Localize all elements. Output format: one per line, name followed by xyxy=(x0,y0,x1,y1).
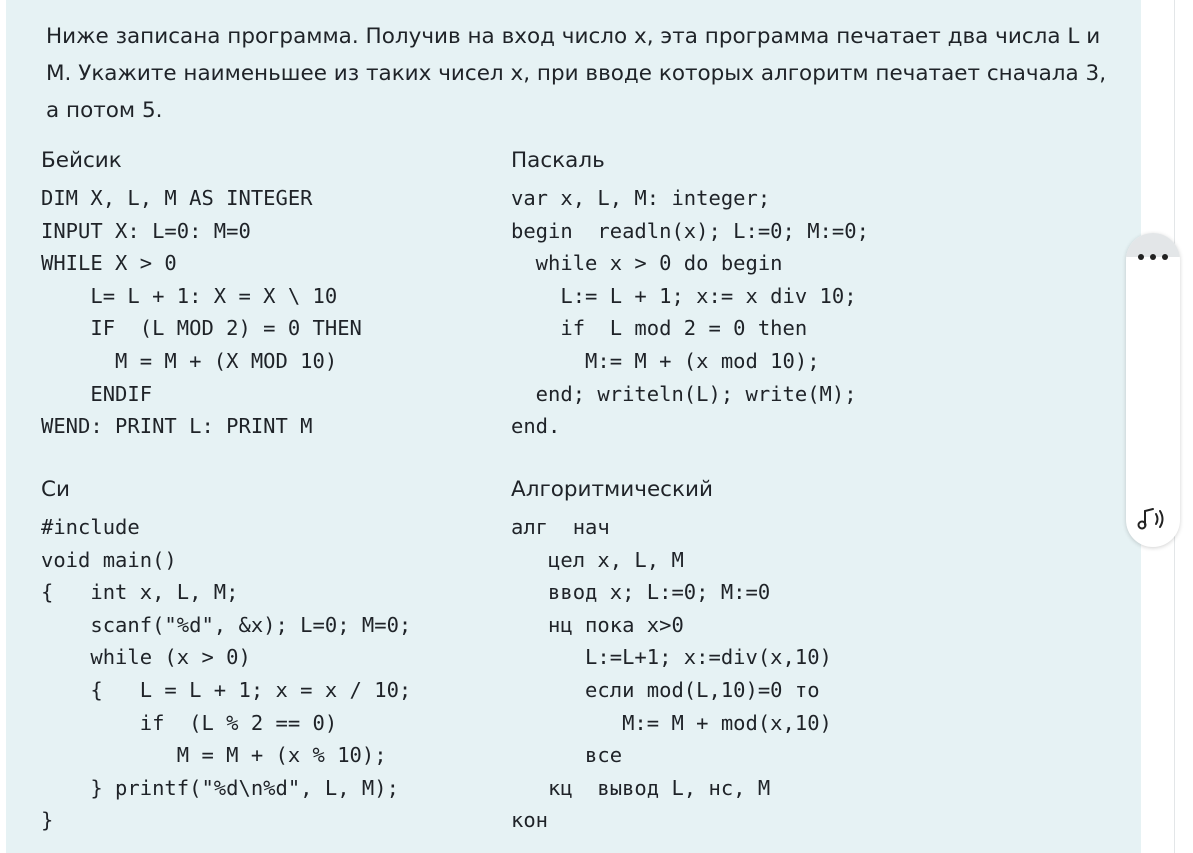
pascal-code xyxy=(511,182,869,443)
problem-card xyxy=(6,0,1141,853)
code-line: var x, L, M: integer; xyxy=(511,186,771,210)
code-line: end; writeln(L); write(M); xyxy=(511,381,857,406)
code-line: M = M + (X MOD 10) xyxy=(41,348,338,373)
code-line: нц пока x>0 xyxy=(511,612,684,637)
code-line: #include xyxy=(41,515,140,539)
code-line: M:= M + mod(x,10) xyxy=(511,710,832,735)
pascal-title: Паскаль xyxy=(511,148,605,173)
algo-title: Алгоритмический xyxy=(511,477,713,502)
code-line: if (L % 2 == 0) xyxy=(41,710,338,735)
code-line: end. xyxy=(511,414,561,439)
basic-title: Бейсик xyxy=(41,148,122,173)
code-line: WHILE X > 0 xyxy=(41,251,177,276)
code-line: scanf("%d", &x); L=0; M=0; xyxy=(41,612,412,637)
code-line: M:= M + (x mod 10); xyxy=(511,348,820,373)
code-line: while x > 0 do begin xyxy=(511,251,783,276)
code-line: { int x, L, M; xyxy=(41,580,239,605)
code-line: INPUT X: L=0: M=0 xyxy=(41,218,251,243)
code-line: } xyxy=(41,808,54,833)
code-line: IF (L MOD 2) = 0 THEN xyxy=(41,316,362,341)
code-line: L:= L + 1; x:= x div 10; xyxy=(511,283,857,308)
code-line: кон xyxy=(511,808,549,833)
c-code xyxy=(41,511,411,837)
floating-tool-panel xyxy=(1126,233,1180,547)
basic-code xyxy=(41,182,362,443)
code-line: { L = L + 1; x = x / 10; xyxy=(41,677,412,702)
more-dots-icon[interactable] xyxy=(1138,247,1168,267)
code-line: все xyxy=(511,743,623,768)
code-line: цел x, L, M xyxy=(511,547,684,572)
code-line: DIM X, L, M AS INTEGER xyxy=(41,186,313,210)
task-text: Ниже записана программа. Получив на вход число x, эта программа печатает два числа L и M. Укажите наименьшее из таких чисел x, при вводе которых алгоритм печатает сначала 3, а потом 5. xyxy=(46,24,1107,123)
code-line: begin readln(x); L:=0; M:=0; xyxy=(511,218,869,243)
code-line: если mod(L,10)=0 то xyxy=(511,677,820,702)
code-line: } printf("%d\n%d", L, M); xyxy=(41,775,399,800)
code-line: void main() xyxy=(41,547,177,572)
code-line: while (x > 0) xyxy=(41,645,251,670)
c-title: Си xyxy=(41,477,70,502)
code-line: L= L + 1: X = X \ 10 xyxy=(41,283,338,308)
algo-code xyxy=(511,511,832,837)
code-line: ввод x; L:=0; M:=0 xyxy=(511,580,771,605)
code-line: WEND: PRINT L: PRINT M xyxy=(41,414,313,439)
code-line: if L mod 2 = 0 then xyxy=(511,316,808,341)
code-line: кц вывод L, нс, M xyxy=(511,775,771,800)
code-line: M = M + (x % 10); xyxy=(41,743,387,768)
code-line: ENDIF xyxy=(41,381,153,406)
code-line: алг нач xyxy=(511,515,610,539)
speaker-sound-icon[interactable] xyxy=(1136,503,1170,535)
code-line: L:=L+1; x:=div(x,10) xyxy=(511,645,832,670)
